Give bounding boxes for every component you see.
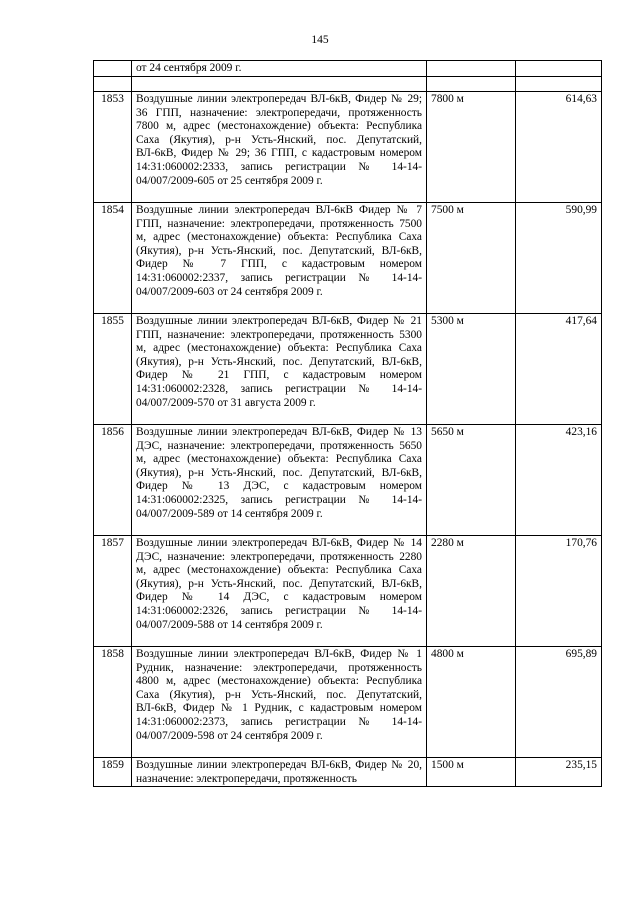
empty-cell — [94, 77, 132, 92]
row-value: 695,89 — [516, 647, 602, 758]
row-number: 1859 — [94, 758, 132, 787]
row-length: 5300 м — [427, 314, 516, 425]
row-description: Воздушные линии электропередач ВЛ-6кВ Фидер № 7 ГПП, назначение: электропередачи, протяженность 7500 м, адрес (местонахождение) объекта: Республика Саха (Якутия), р-н Усть-Янский, пос. Депутатский, ВЛ-6кВ, Фидер № 7 ГПП, с кадастровым номером 14:31:060002:2337, запись регистрации № 14-14-04/007/2009-603 от 24 сентября 2009 г. — [132, 203, 427, 314]
row-number: 1855 — [94, 314, 132, 425]
empty-cell — [516, 77, 602, 92]
empty-cell — [132, 77, 427, 92]
row-value: 417,64 — [516, 314, 602, 425]
page-number: 145 — [311, 34, 329, 46]
row-value: 235,15 — [516, 758, 602, 787]
row-value: 423,16 — [516, 425, 602, 536]
row-length: 2280 м — [427, 536, 516, 647]
property-registry-table — [93, 60, 602, 787]
row-description: Воздушные линии электропередач ВЛ-6кВ, Фидер № 20, назначение: электропередачи, протяженность — [132, 758, 427, 787]
table-row — [94, 425, 602, 536]
row-value: 170,76 — [516, 536, 602, 647]
row-number: 1853 — [94, 92, 132, 203]
table-row — [94, 536, 602, 647]
row-number: 1858 — [94, 647, 132, 758]
table-row — [94, 92, 602, 203]
num-cell — [94, 61, 132, 77]
length-cell — [427, 61, 516, 77]
table-row — [94, 647, 602, 758]
row-number: 1857 — [94, 536, 132, 647]
row-number: 1854 — [94, 203, 132, 314]
table-row-continuation — [94, 61, 602, 77]
row-length: 7500 м — [427, 203, 516, 314]
row-description: Воздушные линии электропередач ВЛ-6кВ, Фидер № 13 ДЭС, назначение: электропередачи, протяженность 5650 м, адрес (местонахождение) объекта: Республика Саха (Якутия), р-н Усть-Янский, пос. Депутатский, ВЛ-6кВ, Фидер № 13 ДЭС, с кадастровым номером 14:31:060002:2325, запись регистрации № 14-14-04/007/2009-589 от 14 сентября 2009 г. — [132, 425, 427, 536]
row-length: 7800 м — [427, 92, 516, 203]
row-length: 5650 м — [427, 425, 516, 536]
row-description: Воздушные линии электропередач ВЛ-6кВ, Фидер № 1 Рудник, назначение: электропередачи, протяженность 4800 м, адрес (местонахождение) объекта: Республика Саха (Якутия), р-н Усть-Янский, пос. Депутатский, ВЛ-6кВ, Фидер № 1 Рудник, с кадастровым номером 14:31:060002:2373, запись регистрации № 14-14-04/007/2009-598 от 24 сентября 2009 г. — [132, 647, 427, 758]
table-row — [94, 758, 602, 787]
row-description: Воздушные линии электропередач ВЛ-6кВ, Фидер № 21 ГПП, назначение: электропередачи, протяженность 5300 м, адрес (местонахождение) объекта: Республика Саха (Якутия), р-н Усть-Янский, пос. Депутатский, ВЛ-6кВ, Фидер № 21 ГПП, с кадастровым номером 14:31:060002:2328, запись регистрации № 14-14-04/007/2009-570 от 31 августа 2009 г. — [132, 314, 427, 425]
row-length: 1500 м — [427, 758, 516, 787]
row-value: 590,99 — [516, 203, 602, 314]
row-description: Воздушные линии электропередач ВЛ-6кВ, Фидер № 14 ДЭС, назначение: электропередачи, протяженность 2280 м, адрес (местонахождение) объекта: Республика Саха (Якутия), р-н Усть-Янский, пос. Депутатский, ВЛ-6кВ, Фидер № 14 ДЭС, с кадастровым номером 14:31:060002:2326, запись регистрации № 14-14-04/007/2009-588 от 14 сентября 2009 г. — [132, 536, 427, 647]
description-cell: от 24 сентября 2009 г. — [132, 61, 427, 77]
value-cell — [516, 61, 602, 77]
table-row — [94, 314, 602, 425]
table-row-spacer — [94, 77, 602, 92]
table-row — [94, 203, 602, 314]
row-value: 614,63 — [516, 92, 602, 203]
row-number: 1856 — [94, 425, 132, 536]
row-description: Воздушные линии электропередач ВЛ-6кВ, Фидер № 29; 36 ГПП, назначение: электропередачи, протяженность 7800 м, адрес (местонахождение) объекта: Республика Саха (Якутия), р-н Усть-Янский, пос. Депутатский, ВЛ-6кВ, Фидер № 29; 36 ГПП, с кадастровым номером 14:31:060002:2333, запись регистрации № 14-14-04/007/2009-605 от 25 сентября 2009 г. — [132, 92, 427, 203]
empty-cell — [427, 77, 516, 92]
row-length: 4800 м — [427, 647, 516, 758]
